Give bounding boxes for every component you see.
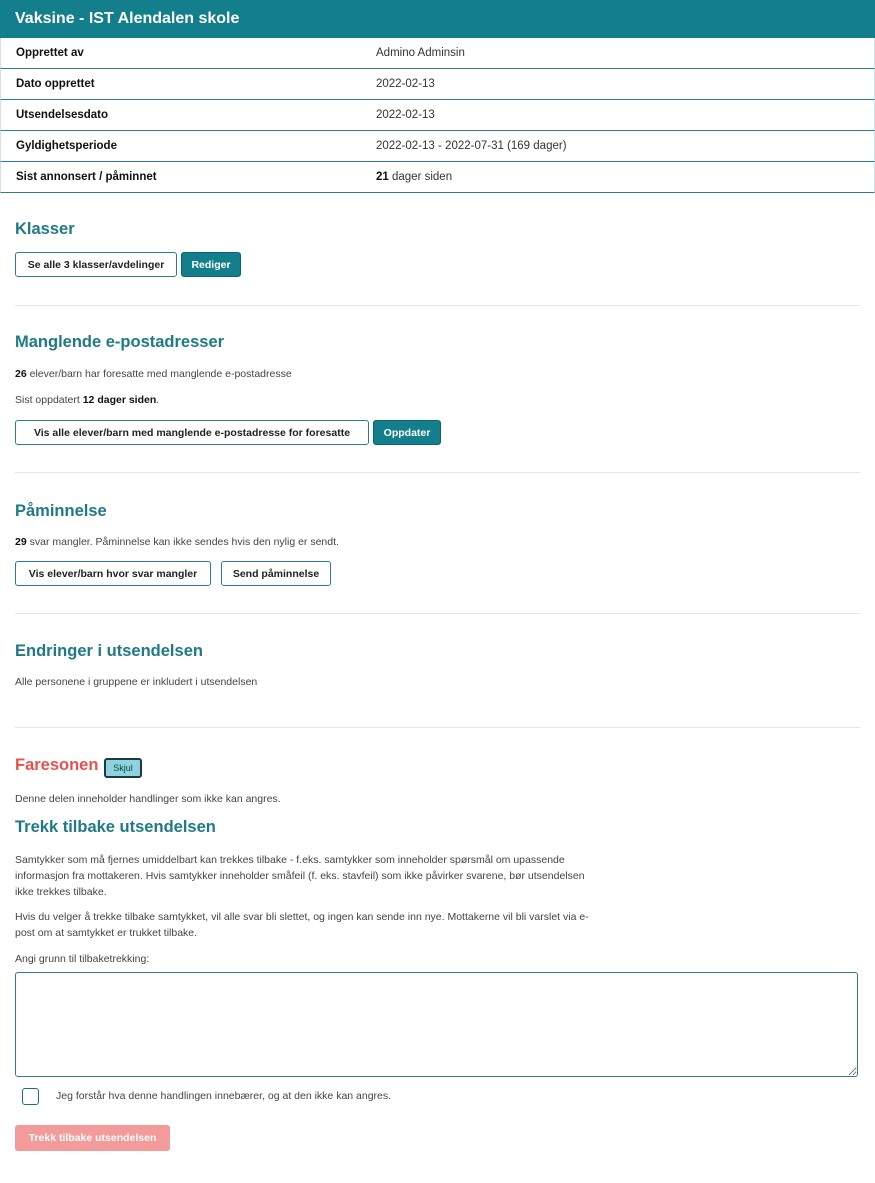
withdraw-paragraph-2 (15, 909, 589, 941)
info-table (0, 38, 875, 193)
info-value: 2022-02-13 (376, 109, 435, 121)
paragraph-line: informasjon fra mottakeren. Hvis samtykker inneholder småfeil (f. eks. stavfeil) som ikke påvirker svarene, bør utsendelsen (15, 870, 585, 882)
info-label: Utsendelsesdato (16, 109, 109, 121)
info-row-validity-period (0, 131, 875, 162)
section-divider (15, 305, 860, 306)
missing-email-count-text (15, 368, 292, 380)
page-header (0, 0, 875, 38)
classes-section-title: Klasser (15, 220, 75, 238)
show-missing-answers-button[interactable]: Vis elever/barn hvor svar mangler (15, 561, 211, 586)
info-value: 2022-02-13 (376, 78, 435, 90)
reminder-section-title: Påminnelse (15, 502, 107, 520)
confirm-checkbox-label: Jeg forstår hva denne handlingen innebærer, og at den ikke kan angres. (56, 1090, 392, 1102)
section-divider (15, 613, 860, 614)
show-missing-email-button[interactable]: Vis alle elever/barn med manglende e-postadresse for foresatte (15, 420, 369, 445)
reminder-count-text (15, 536, 339, 548)
paragraph-line: Samtykker som må fjernes umiddelbart kan trekkes tilbake - f.eks. samtykker som inneholder spørsmål om upassende (15, 854, 565, 866)
danger-zone-title: Faresonen (15, 756, 99, 774)
changes-text: Alle personene i gruppene er inkludert i utsendelsen (15, 676, 258, 688)
missing-email-updated-text (15, 394, 159, 406)
withdraw-send-button[interactable]: Trekk tilbake utsendelsen (15, 1125, 170, 1151)
section-divider (15, 727, 860, 728)
withdraw-paragraph-1 (15, 852, 585, 900)
missing-email-section-title: Manglende e-postadresser (15, 333, 225, 351)
withdraw-section-title: Trekk tilbake utsendelsen (15, 818, 216, 836)
reminder-description: svar mangler. Påminnelse kan ikke sendes hvis den nylig er sendt. (26, 536, 339, 548)
see-all-classes-button[interactable]: Se alle 3 klasser/avdelinger (15, 252, 177, 277)
info-label: Dato opprettet (16, 78, 95, 90)
page-title: Vaksine - IST Alendalen skole (15, 10, 240, 27)
send-reminder-button[interactable]: Send påminnelse (221, 561, 331, 586)
paragraph-line: ikke trekkes tilbake. (15, 886, 107, 898)
reason-textarea[interactable] (15, 972, 858, 1077)
reminder-missing-count: 29 (15, 536, 27, 548)
updated-days: 12 dager siden (82, 394, 157, 406)
reason-label: Angi grunn til tilbaketrekking: (15, 953, 150, 965)
info-label: Sist annonsert / påminnet (16, 171, 157, 183)
paragraph-line: Hvis du velger å trekke tilbake samtykket, vil alle svar bli slettet, og ingen kan sende inn nye. Mottakerne vil bli varslet via e- (15, 911, 589, 923)
missing-email-description: elever/barn har foresatte med manglende e-postadresse (26, 368, 292, 380)
info-label: Opprettet av (16, 47, 84, 59)
edit-classes-button[interactable]: Rediger (181, 252, 241, 277)
changes-section-title: Endringer i utsendelsen (15, 642, 203, 660)
days-count: 21 (376, 171, 389, 183)
info-row-date-created (0, 69, 875, 100)
updated-suffix: . (156, 394, 160, 406)
paragraph-line: post om at samtykket er trukket tilbake. (15, 927, 198, 939)
info-label: Gyldighetsperiode (16, 140, 117, 152)
info-value: Admino Adminsin (376, 47, 465, 59)
info-row-send-date (0, 100, 875, 131)
update-missing-email-button[interactable]: Oppdater (373, 420, 441, 445)
section-divider (15, 472, 860, 473)
days-text: dager siden (388, 171, 453, 183)
info-value: 2022-02-13 - 2022-07-31 (169 dager) (376, 140, 567, 152)
info-value (361, 171, 452, 183)
info-row-last-announced (0, 162, 875, 193)
confirm-checkbox[interactable] (22, 1088, 39, 1105)
hide-danger-zone-button[interactable]: Skjul (104, 758, 142, 778)
danger-zone-text: Denne delen inneholder handlinger som ikke kan angres. (15, 793, 281, 805)
updated-prefix: Sist oppdatert (15, 394, 83, 406)
missing-email-count: 26 (15, 368, 27, 380)
info-row-created-by (0, 38, 875, 69)
